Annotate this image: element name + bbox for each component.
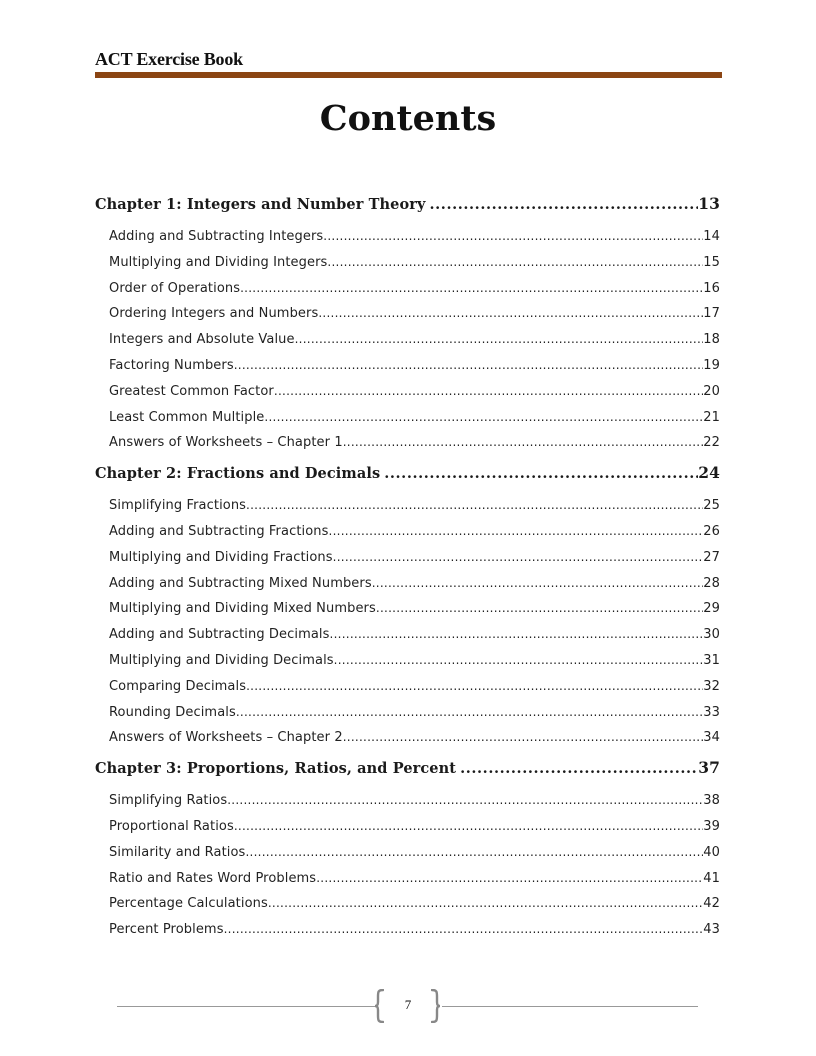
- dot-leader: [343, 435, 704, 450]
- chapter-page: 13: [698, 194, 720, 213]
- dot-leader: [330, 627, 704, 642]
- section-title: Multiplying and Dividing Mixed Numbers: [109, 601, 376, 617]
- toc-section[interactable]: [95, 576, 720, 602]
- dot-leader: [246, 498, 703, 513]
- book-title: ACT Exercise Book: [95, 49, 243, 69]
- toc-section[interactable]: [95, 524, 720, 550]
- dot-leader: [323, 229, 703, 244]
- toc-section[interactable]: [95, 679, 720, 705]
- chapter-title: Chapter 3: Proportions, Ratios, and Percent: [95, 760, 457, 778]
- toc-section[interactable]: [95, 793, 720, 819]
- toc-section[interactable]: [95, 819, 720, 845]
- footer-rule-left: [117, 1006, 375, 1007]
- section-title: Order of Operations: [109, 280, 241, 296]
- section-title: Multiplying and Dividing Integers: [109, 254, 328, 270]
- section-page: 21: [703, 409, 720, 425]
- toc-section[interactable]: [95, 410, 720, 436]
- chapter-page: 24: [698, 463, 720, 483]
- dot-leader: [268, 896, 703, 911]
- section-title: Least Common Multiple: [109, 409, 265, 425]
- toc-chapter-1[interactable]: [95, 194, 720, 225]
- section-page: 16: [703, 280, 720, 296]
- section-page: 39: [703, 818, 720, 834]
- dot-leader: [327, 255, 703, 270]
- chapter-page: 37: [698, 758, 720, 778]
- section-page: 19: [703, 357, 720, 373]
- section-title: Factoring Numbers: [109, 357, 234, 373]
- section-title: Adding and Subtracting Decimals: [109, 627, 330, 643]
- toc-section[interactable]: [95, 306, 720, 332]
- section-page: 38: [703, 793, 720, 809]
- dot-leader: [240, 281, 703, 296]
- section-title: Proportional Ratios: [109, 818, 234, 834]
- section-title: Similarity and Ratios: [109, 844, 246, 860]
- section-title: Comparing Decimals: [109, 678, 247, 694]
- section-page: 25: [703, 498, 720, 514]
- toc-section[interactable]: [95, 922, 720, 948]
- section-page: 40: [703, 844, 720, 860]
- section-page: 28: [703, 575, 720, 591]
- dot-leader: [430, 196, 699, 213]
- section-page: 22: [703, 435, 720, 451]
- toc-chapter-3[interactable]: [95, 758, 720, 789]
- chapter-title: Chapter 2: Fractions and Decimals: [95, 465, 381, 483]
- section-page: 30: [703, 627, 720, 643]
- toc-chapter-2[interactable]: [95, 463, 720, 494]
- section-title: Simplifying Ratios: [109, 793, 228, 809]
- toc-section[interactable]: [95, 627, 720, 653]
- section-page: 32: [703, 678, 720, 694]
- section-page: 20: [703, 383, 720, 399]
- section-title: Adding and Subtracting Fractions: [109, 523, 329, 539]
- dot-leader: [376, 601, 703, 616]
- dot-leader: [384, 465, 698, 482]
- section-title: Ordering Integers and Numbers: [109, 306, 319, 322]
- toc-section[interactable]: [95, 255, 720, 281]
- dot-leader: [274, 384, 703, 399]
- dot-leader: [246, 679, 703, 694]
- section-page: 29: [703, 601, 720, 617]
- dot-leader: [245, 845, 703, 860]
- dot-leader: [318, 306, 703, 321]
- dot-leader: [316, 871, 703, 886]
- toc-section[interactable]: [95, 845, 720, 871]
- dot-leader: [334, 653, 704, 668]
- dot-leader: [295, 332, 704, 347]
- page-number: 7: [404, 997, 412, 1012]
- dot-leader: [333, 550, 704, 565]
- section-page: 27: [703, 549, 720, 565]
- section-page: 43: [703, 922, 720, 938]
- toc-section[interactable]: [95, 550, 720, 576]
- section-title: Percent Problems: [109, 922, 224, 938]
- dot-leader: [460, 760, 698, 777]
- dot-leader: [372, 576, 704, 591]
- section-title: Answers of Worksheets – Chapter 2: [109, 730, 343, 746]
- header-rule: [95, 72, 722, 78]
- section-title: Greatest Common Factor: [109, 383, 274, 399]
- dot-leader: [227, 793, 703, 808]
- section-page: 15: [703, 254, 720, 270]
- section-title: Answers of Worksheets – Chapter 1: [109, 435, 343, 451]
- toc-section[interactable]: [95, 281, 720, 307]
- section-page: 26: [703, 523, 720, 539]
- dot-leader: [234, 358, 704, 373]
- toc-section[interactable]: [95, 730, 720, 756]
- footer-rule-right: [442, 1006, 698, 1007]
- section-title: Integers and Absolute Value: [109, 332, 295, 348]
- toc-section[interactable]: [95, 435, 720, 461]
- toc-section[interactable]: [95, 705, 720, 731]
- section-title: Simplifying Fractions: [109, 498, 247, 514]
- section-page: 18: [703, 332, 720, 348]
- section-page: 34: [703, 730, 720, 746]
- section-title: Adding and Subtracting Mixed Numbers: [109, 575, 372, 591]
- section-title: Rounding Decimals: [109, 704, 236, 720]
- section-title: Multiplying and Dividing Decimals: [109, 652, 334, 668]
- table-of-contents: [95, 192, 720, 948]
- section-title: Percentage Calculations: [109, 896, 268, 912]
- toc-section[interactable]: [95, 358, 720, 384]
- toc-section[interactable]: [95, 332, 720, 358]
- section-page: 33: [703, 704, 720, 720]
- chapter-title: Chapter 1: Integers and Number Theory: [95, 196, 426, 213]
- toc-section[interactable]: [95, 896, 720, 922]
- section-page: 41: [703, 870, 720, 886]
- section-title: Adding and Subtracting Integers: [109, 229, 324, 244]
- dot-leader: [343, 730, 704, 745]
- toc-section[interactable]: [95, 229, 720, 255]
- section-page: 31: [703, 652, 720, 668]
- page-title: Contents: [319, 98, 497, 139]
- toc-section[interactable]: [95, 871, 720, 897]
- dot-leader: [264, 410, 703, 425]
- toc-section[interactable]: [95, 653, 720, 679]
- section-title: Ratio and Rates Word Problems: [109, 870, 317, 886]
- dot-leader: [224, 922, 704, 937]
- toc-section[interactable]: [95, 601, 720, 627]
- section-page: 42: [703, 896, 720, 912]
- left-brace-icon: [374, 989, 384, 1023]
- section-page: 14: [703, 229, 720, 244]
- toc-section[interactable]: [95, 498, 720, 524]
- dot-leader: [236, 705, 703, 720]
- section-title: Multiplying and Dividing Fractions: [109, 549, 333, 565]
- section-page: 17: [703, 306, 720, 322]
- toc-section[interactable]: [95, 384, 720, 410]
- dot-leader: [329, 524, 704, 539]
- right-brace-icon: [431, 989, 441, 1023]
- dot-leader: [234, 819, 703, 834]
